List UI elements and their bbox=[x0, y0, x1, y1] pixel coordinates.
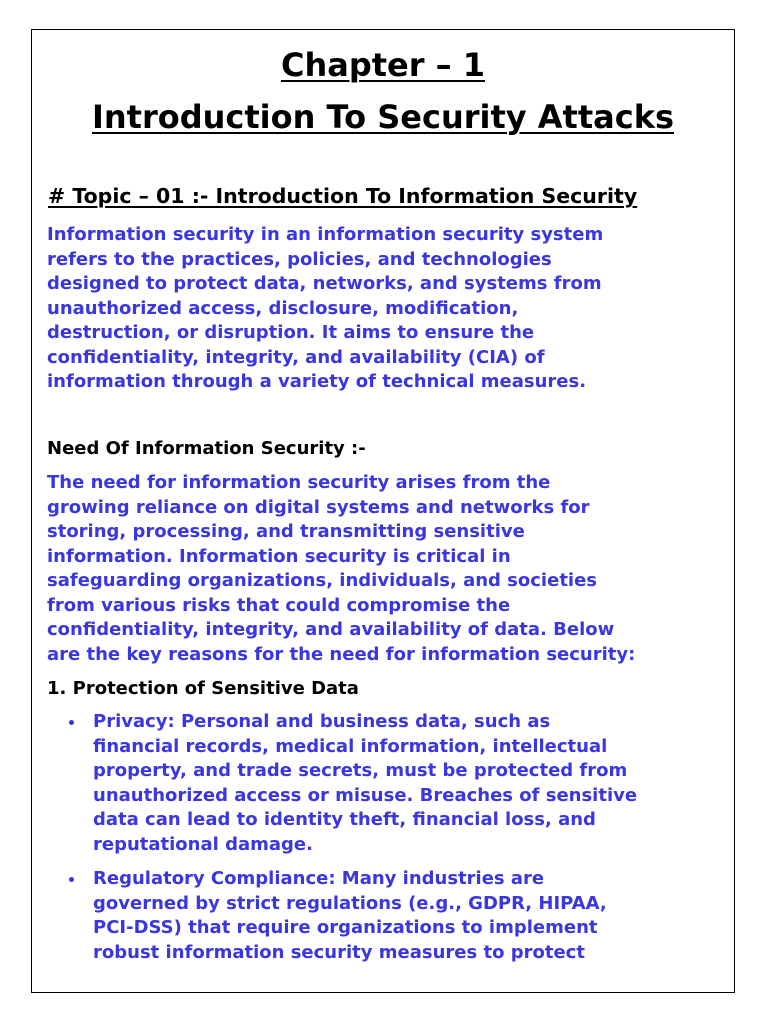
paragraph-line: unauthorized access, disclosure, modification, bbox=[47, 297, 519, 319]
bullet-icon bbox=[69, 877, 74, 882]
paragraph-line: are the key reasons for the need for information security: bbox=[47, 643, 636, 665]
paragraph-line: from various risks that could compromise the bbox=[47, 594, 511, 616]
bullet-line: reputational damage. bbox=[93, 833, 313, 855]
topic-heading: # Topic – 01 :- Introduction To Information Security bbox=[48, 184, 638, 208]
bullet-line: governed by strict regulations (e.g., GDPR, HIPAA, bbox=[93, 892, 607, 914]
bullet-line: Regulatory Compliance: Many industries are bbox=[93, 868, 545, 889]
bullet-line: financial records, medical information, intellectual bbox=[93, 735, 608, 757]
protection-section-heading: 1. Protection of Sensitive Data bbox=[47, 678, 359, 699]
paragraph-line: storing, processing, and transmitting sensitive bbox=[47, 521, 525, 542]
bullet-icon bbox=[69, 720, 74, 725]
paragraph-line: safeguarding organizations, individuals, and societies bbox=[47, 570, 598, 591]
need-paragraph bbox=[47, 471, 735, 667]
paragraph-line: destruction, or disruption. It aims to ensure the bbox=[47, 322, 535, 343]
bullet-text bbox=[93, 710, 734, 857]
paragraph-line: refers to the practices, policies, and technologies bbox=[47, 248, 552, 270]
paragraph-line: confidentiality, integrity, and availability (CIA) of bbox=[47, 346, 545, 368]
chapter-number-title: Chapter – 1 bbox=[280, 46, 486, 84]
protection-bullet-list bbox=[32, 710, 734, 975]
bullet-line: data can lead to identity theft, financial loss, and bbox=[93, 809, 596, 830]
paragraph-line: Information security in an information security system bbox=[47, 224, 604, 245]
chapter-title: Introduction To Security Attacks bbox=[91, 98, 675, 136]
need-section-heading: Need Of Information Security :- bbox=[47, 438, 366, 459]
paragraph-line: confidentiality, integrity, and availability of data. Below bbox=[47, 619, 615, 640]
paragraph-line: The need for information security arises from the bbox=[47, 472, 551, 493]
paragraph-line: designed to protect data, networks, and systems from bbox=[47, 273, 602, 294]
paragraph-line: information through a variety of technical measures. bbox=[47, 371, 587, 392]
intro-paragraph bbox=[47, 223, 735, 395]
bullet-line: PCI-DSS) that require organizations to implement bbox=[93, 917, 598, 938]
paragraph-line: information. Information security is critical in bbox=[47, 545, 511, 567]
bullet-line: property, and trade secrets, must be protected from bbox=[93, 760, 628, 781]
list-item bbox=[32, 710, 734, 857]
bullet-line: robust information security measures to protect bbox=[93, 941, 585, 963]
bullet-line: Privacy: Personal and business data, such as bbox=[93, 711, 551, 732]
list-item bbox=[32, 867, 734, 965]
paragraph-line: growing reliance on digital systems and networks for bbox=[47, 496, 590, 518]
document-page bbox=[31, 29, 735, 993]
bullet-line: unauthorized access or misuse. Breaches of sensitive bbox=[93, 784, 638, 806]
bullet-text bbox=[93, 867, 734, 965]
